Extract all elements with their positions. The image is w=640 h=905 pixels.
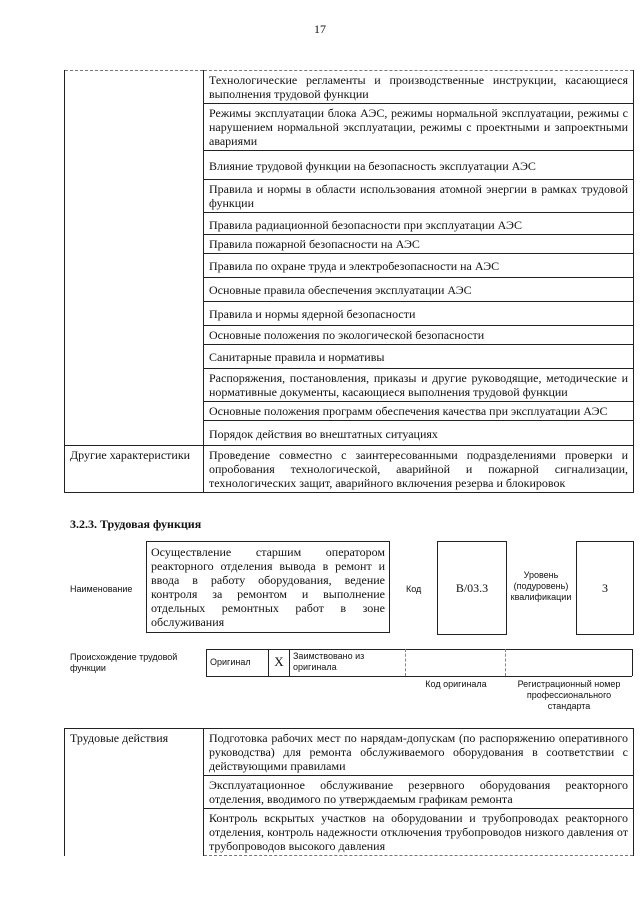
knowledge-item: Правила радиационной безопасности при эксплуатации АЭС [204, 213, 634, 235]
name-label: Наименование [70, 584, 133, 594]
knowledge-item: Правила и нормы в области использования атомной энергии в рамках трудовой функции [204, 180, 634, 213]
other-characteristics-label: Другие характеристики [65, 446, 204, 493]
knowledge-item: Правила и нормы ядерной безопасности [204, 302, 634, 326]
knowledge-item: Правила пожарной безопасности на АЭС [204, 235, 634, 254]
actions-table [64, 728, 634, 856]
knowledge-item: Распоряжения, постановления, приказы и другие руководящие, методические и нормативные документы, касающиеся выполнения трудовой функции [204, 369, 634, 402]
knowledge-item: Правила по охране труда и электробезопасности на АЭС [204, 254, 634, 278]
qualification-level-value: 3 [602, 580, 608, 595]
function-code-value: B/03.3 [455, 580, 489, 595]
knowledge-item: Влияние трудовой функции на безопасность эксплуатации АЭС [204, 151, 634, 180]
original-mark: X [274, 654, 284, 669]
table-row [65, 446, 634, 493]
level-label: Уровень (подуровень) квалификации [510, 570, 572, 602]
knowledge-item: Основные положения программ обеспечения качества при эксплуатации АЭС [204, 402, 634, 421]
qualification-level [576, 541, 634, 635]
divider [405, 649, 406, 676]
original-label: Оригинал [210, 656, 251, 667]
section-title: 3.2.3. Трудовая функция [70, 517, 202, 531]
labor-action-item: Эксплуатационное обслуживание резервного оборудования реакторного отделения, вводимого по утверждаемым графикам ремонта [204, 776, 634, 809]
function-name: Осуществление старшим оператором реакторного отделения вывода в ремонт и ввода в работу оборудования, ведение контроля за ремонтом и выполнение отдельных ремонтных работ в зоне обслуживания [146, 541, 390, 633]
registration-number-label: Регистрационный номер профессионального стандарта [517, 679, 621, 711]
knowledge-item: Основные положения по экологической безопасности [204, 326, 634, 345]
labor-action-item: Подготовка рабочих мест по нарядам-допускам (по распоряжению оперативного руководства) для ремонта обслуживаемого оборудования в соответствии с действующими правилами [204, 729, 634, 776]
other-characteristics-text: Проведение совместно с заинтересованными подразделениями проверки и опробования технологической, аварийной и пожарной сигнализации, технологических защит, аварийного включения резерва и блокировок [204, 446, 634, 493]
divider [289, 649, 290, 676]
knowledge-item: Порядок действия во внештатных ситуациях [204, 421, 634, 446]
table-row [65, 71, 634, 104]
knowledge-item: Режимы эксплуатации блока АЭС, режимы нормальной эксплуатации, режимы с нарушением нормальной эксплуатации, режимы с проектными и запроектными авариями [204, 104, 634, 151]
knowledge-item: Технологические регламенты и производственные инструкции, касающиеся выполнения трудовой функции [204, 71, 634, 104]
divider [505, 649, 506, 676]
labor-action-item: Контроль вскрытых участков на оборудовании и трубопроводах реакторного отделения, контроль надежности отключения трубопроводов низкого давления от трубопроводов высокого давления [204, 809, 634, 856]
origin-label: Происхождение трудовой функции [70, 652, 178, 673]
code-label: Код [406, 584, 422, 594]
knowledge-item: Основные правила обеспечения эксплуатации АЭС [204, 278, 634, 302]
function-code [437, 541, 507, 635]
table-row [65, 729, 634, 776]
divider [206, 649, 207, 676]
labor-actions-label: Трудовые действия [65, 729, 204, 856]
borrowed-label: Заимствовано из оригинала [293, 651, 365, 672]
table-cell-empty [65, 71, 204, 446]
code-original-label: Код оригинала [425, 679, 487, 689]
divider [632, 649, 633, 676]
knowledge-item: Санитарные правила и нормативы [204, 345, 634, 369]
knowledge-table [64, 70, 634, 493]
page-number: 17 [314, 22, 326, 36]
